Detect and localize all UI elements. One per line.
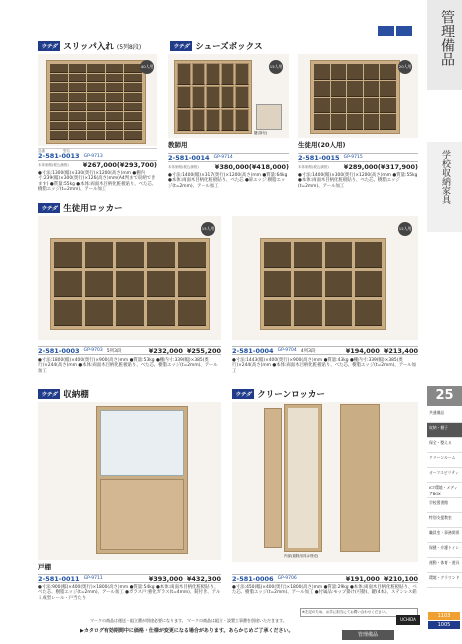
product-price: ¥289,000(¥317,900) [343,163,418,171]
category-tab [427,0,462,90]
product-price: ¥194,000 [345,346,380,355]
price-note: 本体価格(税込価格) [298,164,329,169]
capacity-badge: 20人用 [398,60,412,74]
tool-icon [396,26,412,36]
product-name: クリーンロッカー [257,389,325,400]
category-label: 管理備品 [439,10,455,66]
product-price: ¥191,000 [345,574,380,583]
product-price-tax: ¥432,300 [186,574,221,583]
gp-code: GP-9713 [83,153,103,159]
product-spec: ●寸法:450(幅)×400(奥行)×1800(高さ)mm ●質量:29kg ●本体:両面木目柄化粧板貼り、べた芯、樹脂エッジ(t=2mm)、アール加工 ●付属品:モップ掛け(可動)、鍵(4本)、ステンレス鉛 [232,585,417,596]
shelf-cubbies [50,64,142,140]
gp-code: GP-9711 [83,576,103,581]
glass-doors [100,410,184,476]
locker-cubbies [54,242,206,326]
product-title [38,388,89,399]
cabinet-body [96,406,188,554]
product-name: 収納棚 [63,389,89,400]
brand-box: UCHIDA [396,615,420,625]
lower-doors [100,479,184,550]
product-name: スリッパ入れ [63,41,114,52]
model-label: 戸棚 [38,563,51,571]
shelf-body [310,60,400,134]
shoebox-body [174,60,252,134]
price-row [38,346,221,355]
price-line [298,163,418,171]
brand-label: ウチダ [170,41,192,51]
side-index-item[interactable]: 職員室・事務関係 [427,528,462,543]
footer-notice: ※左記のため、お手に担当にてお問い合わせください。 [300,608,418,617]
gp-code: GP-9704 [277,348,297,353]
product-price: ¥380,000(¥418,000) [214,163,289,171]
product-spec: ●寸法:1400(幅)×300(奥行)×1200(高さ)mm ●質量:55kg ●本体:両面木目柄化粧板貼り、ベた芯、樹脂エッジ(t=2mm)、アール加工 [298,173,418,189]
side-index-item[interactable]: 保全・整える [427,438,462,453]
price-line [38,161,157,169]
locker-cubbies [264,242,382,326]
product-price-tax: ¥213,400 [383,346,418,355]
product-price-tax: ¥255,200 [186,346,221,355]
capacity-badge: 15人用 [269,60,283,74]
product-photo [38,216,221,340]
side-index [427,408,462,588]
capacity-badge: 12人用 [398,222,412,236]
product-price: ¥232,000 [148,346,183,355]
header-icons [378,26,414,38]
price-note: 本体価格(税込価格) [38,162,69,167]
open-door [264,408,282,548]
inset-caption: 鍵(扉付) [254,131,268,135]
product-price-tax: ¥210,100 [383,574,418,583]
inset-caption: 内部(掃除用具は別売) [284,554,319,558]
product-photo [232,402,418,562]
size-label: 4列3段 [300,348,316,354]
side-index-item[interactable]: 運動・体育・遊具 [427,558,462,573]
shoebox-doors [177,63,249,131]
inset-photo [256,104,282,130]
brand-label: ウチダ [38,41,60,51]
product-price: ¥267,000(¥293,700) [82,161,157,169]
product-title [38,40,141,51]
product-code: 2-581-0011 [38,574,80,583]
gp-code: GP-9703 [83,348,103,353]
side-index-item[interactable]: 学校図書館 [427,498,462,513]
product-photo [38,402,221,560]
page-ref [428,612,460,629]
product-name: シューズボックス [195,41,263,52]
model-label: 生徒用(20人用) [298,141,346,149]
product-name: 生徒用ロッカー [63,203,123,214]
open-locker [284,404,322,552]
product-code: 2-581-0014 [168,153,210,162]
price-row [232,574,418,583]
side-index-item[interactable]: 共通備品 [427,408,462,423]
shelf-cubbies [314,64,396,130]
capacity-badge: 40人用 [140,60,154,74]
side-index-item[interactable]: クリーンルーム [427,453,462,468]
product-photo [232,216,418,340]
size-label: 5列3段 [106,348,122,354]
product-title [38,202,123,213]
page-ref-2: 1005 [428,621,460,629]
price-line [168,163,289,171]
side-index-item[interactable]: ICT環境・メディアBOX [427,483,462,498]
model-label: 教師用 [168,141,188,149]
footer-tag: 管理備品 [342,630,394,640]
shelf-body [46,60,146,144]
side-index-item[interactable]: オーフスビリティ [427,468,462,483]
price-row [298,153,418,162]
product-spec: ●寸法:900(幅)×400(奥行)×1800(高さ)mm ●質量:54kg ●本体:両面木目柄化粧板貼り、べた芯、樹脂エッジ(t=2mm)、アール加工 ●ガラス戸:強化ガラス(t=4mm)、錠付き、アルミ成型レール・戸当たり [38,585,221,601]
subcategory-tab [427,142,462,232]
page-ref-1: 1103 [428,612,460,620]
gp-code: GP-9706 [277,576,297,581]
price-header: 品番 型名 [38,148,157,153]
truck-icon [378,26,394,36]
price-row [38,152,157,161]
product-code: 2-581-0004 [232,346,274,355]
price-row [38,574,221,583]
product-code: 2-581-0013 [38,152,80,160]
side-index-item[interactable]: 特別支援教室 [427,513,462,528]
side-index-item[interactable]: 保健・介護トイレ [427,543,462,558]
footer-disclaimer: ▶カタログ有効期間中に価格・仕様が変更になる場合があります。あらかじめご了承ください。 [80,628,294,634]
product-spec: ●寸法:1443(幅)×400(奥行)×900(高さ)mm ●質量:43kg ●棚内寸:339(幅)×385(奥行)×244(高さ)mm ●本体:両面木目柄化粧板貼り、べた芯、樹脂エッジ(t=2mm)、アール加工 [232,358,417,374]
price-note: 本体価格(税込価格) [168,164,199,169]
price-row [232,346,418,355]
brand-label: ウチダ [232,389,254,399]
product-spec: ●寸法:1800(幅)×400(奥行)×900(高さ)mm ●質量:53kg ●棚内寸:339(幅)×385(奥行)×244(高さ)mm ●本体:両面木目柄化粧板貼り、べた芯、樹脂エッジ(t=2mm)、アール加工 [38,358,218,374]
brand-label: ウチダ [38,389,60,399]
gp-code: GP-9714 [213,155,233,160]
product-spec: ●寸法:1400(幅)×317(奥行)×1200(高さ)mm ●質量:64kg ●本体:両面木目柄化粧板貼り、ベた芯 ●扉エッジ:樹脂エッジ(t=2mm)、アール加工 [168,173,288,189]
product-spec: ●寸法:1300(幅)×330(奥行)×1200(高さ)mm ●棚内寸:239(幅)×300(奥行)×126(高さ)mm(A4判まで収納できます) ●質量:55kg ●本体:両面木目柄化粧板貼り、ベた芯、樹脂エッジ(t=2mm)、アール加工 [38,171,157,192]
brand-label: ウチダ [38,203,60,213]
price-row [168,153,289,162]
gp-code: GP-9715 [343,155,363,160]
product-code: 2-581-0003 [38,346,80,355]
product-code: 2-581-0006 [232,574,274,583]
side-index-item[interactable]: 収納・棚子 [427,423,462,438]
product-title [170,40,263,51]
closed-locker [340,404,380,552]
capacity-badge: 15人用 [201,222,215,236]
footer-notes: マークの商品は運送・組立費が別途必要になります。 マークの商品は組立・設置工事費を別途いただきます。 [90,618,287,623]
product-price: ¥393,000 [148,574,183,583]
product-title [232,388,325,399]
product-sub: (5列8段) [116,43,142,51]
page-number: 25 [427,386,462,406]
locker-body [50,238,210,330]
subcategory-label: 学校収納家具 [440,150,450,204]
product-code: 2-581-0015 [298,153,340,162]
locker-body [260,238,386,330]
side-index-item[interactable]: 環境・グラウンド [427,573,462,588]
locker-interior [288,408,318,548]
